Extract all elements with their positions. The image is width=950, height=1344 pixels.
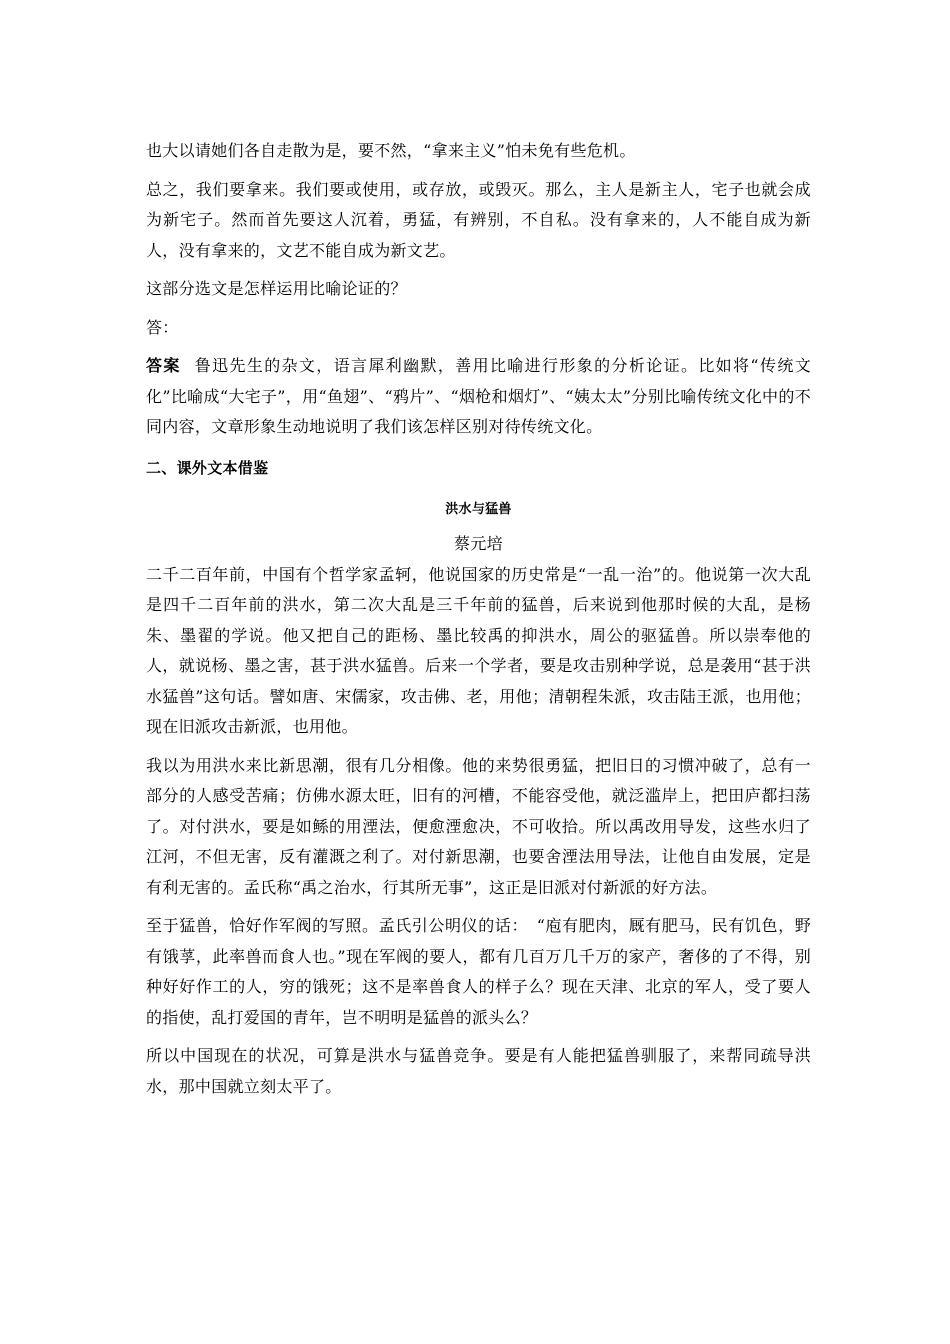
answer-paragraph xyxy=(146,351,811,443)
article-paragraph: 所以中国现在的状况，可算是洪水与猛兽竞争。要是有人能把猛兽驯服了，来帮同疏导洪水，那中国就立刻太平了。 xyxy=(146,1046,811,1096)
section-heading: 二、课外文本借鉴 xyxy=(146,458,269,477)
article-paragraph: 二千二百年前，中国有个哲学家孟轲，他说国家的历史常是“一乱一治”的。他说第一次大乱是四千二百年前的洪水，第二次大乱是三千年前的猛兽，后来说到他那时候的大乱，是杨朱、墨翟的学说。他又把自己的距杨、墨比较禹的抑洪水，周公的驱猛兽。所以崇奉他的人，就说杨、墨之害，甚于洪水猛兽。后来一个学者，要是攻击别种学说，总是袭用“甚于洪水猛兽”这句话。譬如唐、宋儒家，攻击佛、老，用他；清朝程朱派，攻击陆王派，也用他；现在旧派攻击新派，也用他。 xyxy=(146,564,811,736)
answer-text: 鲁迅先生的杂文，语言犀利幽默，善用比喻进行形象的分析论证。比如将“传统文化”比喻成“大宅子”，用“鱼翅”、“鸦片”、“烟枪和烟灯”、“姨太太”分别比喻传统文化中的不同内容，文章形象生动地说明了我们该怎样区别对待传统文化。 xyxy=(146,356,811,436)
article-paragraph: 我以为用洪水来比新思潮，很有几分相像。他的来势很勇猛，把旧日的习惯冲破了，总有一部分的人感受苦痛；仿佛水源太旺，旧有的河槽，不能容受他，就泛滥岸上，把田庐都扫荡了。对付洪水，要是如鲧的用湮法，便愈湮愈决，不可收拾。所以禹改用导发，这些水归了江河，不但无害，反有灌溉之利了。对付新思潮，也要舍湮法用导法，让他自由发展，定是有利无害的。孟氏称“禹之治水，行其所无事”，这正是旧派对付新派的好方法。 xyxy=(146,755,811,897)
answer-prompt: 答： xyxy=(146,317,179,337)
article-title: 洪水与猛兽 xyxy=(445,502,512,517)
article-paragraph: 至于猛兽，恰好作军阀的写照。孟氏引公明仪的话： “庖有肥肉，厩有肥马，民有饥色，野有饿莩，此率兽而食人也。”现在军阀的要人，都有几百万几千万的家产，奢侈的了不得，别种好好作工的人，穷的饿死；这不是率兽食人的样子么？现在天津、北京的军人，受了要人的指使，乱打爱国的青年，岂不明明是猛兽的派头么？ xyxy=(146,916,811,1027)
answer-label: 答案 xyxy=(146,356,181,375)
question-text: 这部分选文是怎样运用比喻论证的？ xyxy=(146,279,407,298)
passage-continued-line: 也大以请她们各自走散为是，要不然，“拿来主义”怕未免有些危机。 xyxy=(146,141,636,160)
passage-summary-paragraph: 总之，我们要拿来。我们要或使用，或存放，或毁灭。那么，主人是新主人，宅子也就会成为新宅子。然而首先要这人沉着，勇猛，有辨别，不自私。没有拿来的，人不能自成为新人，没有拿来的，文艺不能自成为新文艺。 xyxy=(146,179,811,260)
document-page xyxy=(146,136,811,1102)
article-author: 蔡元培 xyxy=(454,534,503,553)
